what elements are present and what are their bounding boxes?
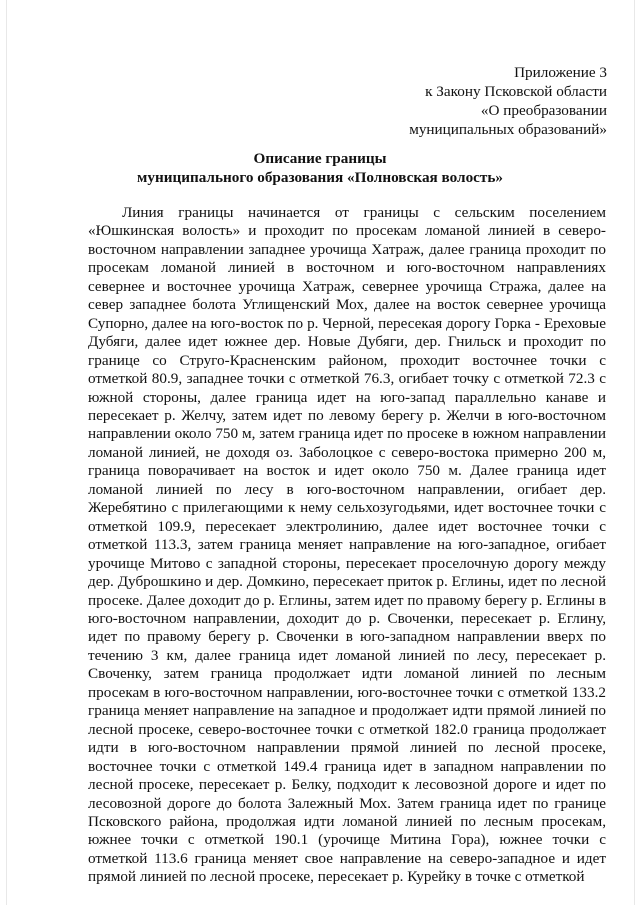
appendix-law-title-line2: муниципальных образований»: [409, 121, 607, 138]
boundary-description-paragraph: Линия границы начинается от границы с сельским поселением «Юшкинская волость» и проходит по просекам ломаной линией в северо-восточном направлении западнее урочища Хатраж, далее граница проходит по просекам ломаной линией в восточном и юго-восточном направлениях севернее и восточнее урочища Хатраж, севернее урочища Стража, далее на север западнее болота Углищенский Мох, далее на восток севернее урочища Супорно, далее на юго-восток по р. Черной, пересекая дорогу Горка - Ереховые Дубяги, далее идет южнее дер. Новые Дубяги, дер. Гнильск и проходит по границе со Струго-Красненским районом, проходит восточнее точки с отметкой 80.9, западнее точки с отметкой 76.3, огибает точку с отметкой 72.3 с южной стороны, далее граница идет на юго-запад параллельно канаве и пересекает р. Желчу, затем идет по левому берегу р. Желчи в юго-восточном направлении около 750 м, затем граница идет по просеке в южном направлении ломаной линией, не доходя оз. Заболоцкое с северо-востока примерно 200 м, граница поворачивает на восток и идет около 750 м. Далее граница идет ломаной линией по лесу в юго-восточном направлении, огибает дер. Жеребятино с прилегающими к нему сельхозугодьями, идет восточнее точки с отметкой 109.9, пересекает электролинию, далее идет восточнее точки с отметкой 113.3, затем граница меняет направление на юго-западное, огибает урочище Митово с западной стороны, пересекает проселочную дорогу между дер. Дуброшкино и дер. Домкино, пересекает приток р. Еглины, идет по лесной просеке. Далее доходит до р. Еглины, затем идет по правому берегу р. Еглины в юго-восточном направлении, доходит до р. Своченки, пересекает р. Еглину, идет по правому берегу р. Своченки в юго-западном направлении вверх по течению 3 км, далее граница идет ломаной линией по лесу, пересекает р. Своченку, затем граница продолжает идти ломаной линией по лесным просекам в юго-восточном направлении, юго-восточнее точки с отметкой 133.2 граница меняет направление на западное и продолжает идти прямой линией по лесной просеке, северо-восточнее точки с отметкой 182.0 граница продолжает идти в юго-восточном направлении прямой линией по лесной просеке, восточнее точки с отметкой 149.4 граница идет в западном направлении по лесной просеке, пересекает р. Белку, подходит к лесовозной дороге и идет по лесовозной дороге до болота Залежный Мох. Затем граница идет по границе Псковского района, продолжая идти ломаной линией по лесным просекам, южнее точки с отметкой 190.1 (урочище Митина Гора), южнее точки с отметкой 113.6 граница меняет свое направление на северо-западное и идет прямой линией по лесной просеке, пересекает р. Курейку в точке с отметкой: [88, 204, 606, 886]
appendix-number: Приложение 3: [514, 64, 607, 81]
appendix-law-reference: к Закону Псковской области: [425, 83, 607, 100]
title-line1: Описание границы: [253, 150, 387, 167]
document-title: [0, 149, 640, 187]
appendix-law-title-line1: «О преобразовании: [480, 102, 607, 119]
scan-edge-right: [634, 0, 635, 905]
title-line2: муниципального образования «Полновская волость»: [137, 169, 503, 186]
scan-edge-left: [6, 0, 7, 905]
appendix-block: [409, 63, 607, 139]
